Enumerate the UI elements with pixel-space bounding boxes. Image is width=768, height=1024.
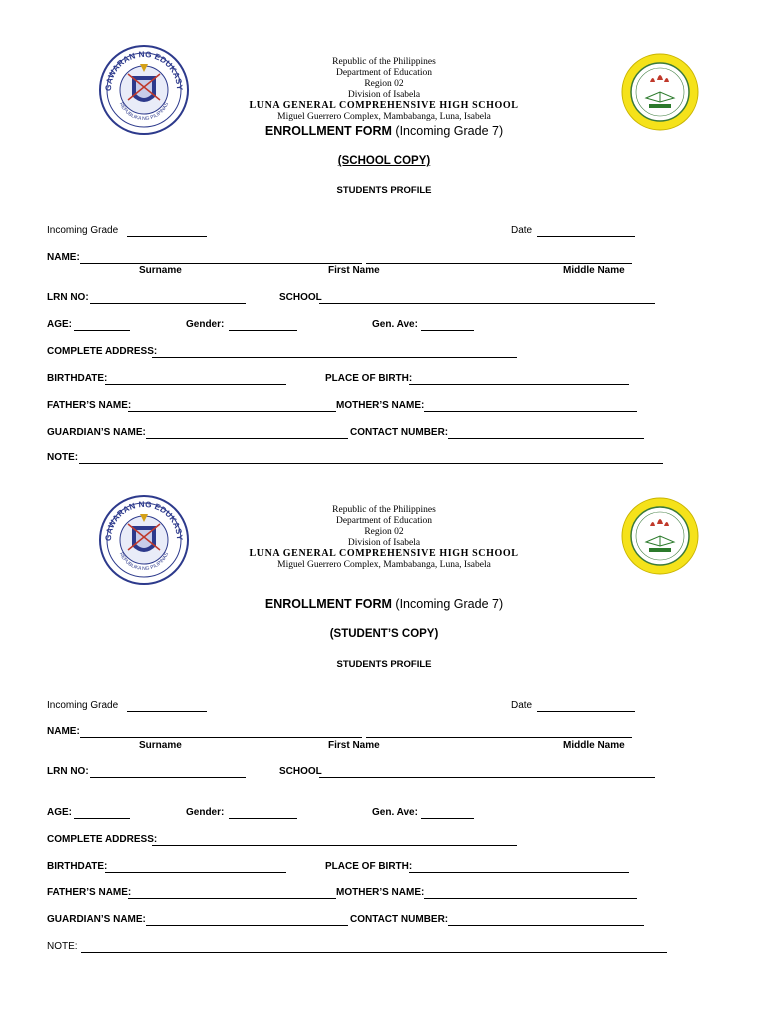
gender-field[interactable] [229, 818, 297, 819]
name-label: NAME: [47, 252, 80, 263]
form-title: ENROLLMENT FORM (Incoming Grade 7) [264, 597, 504, 611]
school-label: SCHOOL [279, 766, 322, 777]
header-region: Region 02 [364, 79, 404, 89]
age-label: AGE: [47, 807, 72, 818]
birthdate-field[interactable] [105, 872, 286, 873]
lrn-field[interactable] [90, 303, 246, 304]
school-name: LUNA GENERAL COMPREHENSIVE HIGH SCHOOL [249, 548, 519, 559]
school-name: LUNA GENERAL COMPREHENSIVE HIGH SCHOOL [249, 100, 519, 111]
age-field[interactable] [74, 330, 130, 331]
header-republic: Republic of the Philippines [332, 57, 436, 67]
lrn-label: LRN NO: [47, 292, 89, 303]
guardians-name-label: GUARDIAN’S NAME: [47, 427, 146, 438]
complete-address-field[interactable] [152, 845, 517, 846]
header-republic: Republic of the Philippines [332, 505, 436, 515]
fathers-name-label: FATHER’S NAME: [47, 400, 132, 411]
age-field[interactable] [74, 818, 130, 819]
fathers-name-label: FATHER’S NAME: [47, 887, 132, 898]
complete-address-field[interactable] [152, 357, 517, 358]
gender-label: Gender: [186, 319, 225, 330]
place-of-birth-label: PLACE OF BIRTH: [325, 861, 413, 872]
surname-caption: Surname [139, 740, 182, 751]
gen-ave-field[interactable] [421, 330, 474, 331]
guardians-name-field[interactable] [146, 438, 348, 439]
section-subtitle: STUDENTS PROFILE [336, 659, 432, 670]
school-field[interactable] [319, 777, 655, 778]
fathers-name-field[interactable] [128, 898, 336, 899]
incoming-grade-field[interactable] [127, 711, 207, 712]
guardians-name-field[interactable] [146, 925, 348, 926]
contact-number-label: CONTACT NUMBER: [350, 914, 449, 925]
gender-field[interactable] [229, 330, 297, 331]
lrn-label: LRN NO: [47, 766, 89, 777]
surname-field[interactable] [80, 737, 362, 738]
contact-number-label: CONTACT NUMBER: [350, 427, 449, 438]
section-subtitle: STUDENTS PROFILE [336, 185, 432, 196]
guardians-name-label: GUARDIAN’S NAME: [47, 914, 146, 925]
first-middle-name-field[interactable] [366, 737, 632, 738]
form-title: ENROLLMENT FORM (Incoming Grade 7) [264, 124, 504, 138]
note-field[interactable] [81, 952, 667, 953]
incoming-grade-field[interactable] [127, 236, 207, 237]
lrn-field[interactable] [90, 777, 246, 778]
middle-name-caption: Middle Name [563, 265, 625, 276]
header-deped: Department of Education [335, 68, 433, 78]
date-label: Date [511, 700, 533, 711]
first-name-caption: First Name [328, 265, 380, 276]
name-label: NAME: [47, 726, 80, 737]
header-deped: Department of Education [335, 516, 433, 526]
school-seal-logo [619, 52, 701, 132]
school-address: Miguel Guerrero Complex, Mambabanga, Luna, Isabela [277, 112, 491, 122]
incoming-grade-label: Incoming Grade [47, 700, 119, 711]
middle-name-caption: Middle Name [563, 740, 625, 751]
contact-number-field[interactable] [448, 925, 644, 926]
mothers-name-field[interactable] [424, 898, 637, 899]
birthdate-label: BIRTHDATE: [47, 861, 108, 872]
place-of-birth-field[interactable] [409, 872, 629, 873]
header-division: Division of Isabela [347, 90, 421, 100]
first-name-caption: First Name [328, 740, 380, 751]
gen-ave-label: Gen. Ave: [372, 807, 418, 818]
school-field[interactable] [319, 303, 655, 304]
place-of-birth-label: PLACE OF BIRTH: [325, 373, 413, 384]
mothers-name-label: MOTHER’S NAME: [336, 887, 425, 898]
header-division: Division of Isabela [347, 538, 421, 548]
age-label: AGE: [47, 319, 72, 330]
incoming-grade-label: Incoming Grade [47, 225, 119, 236]
note-label: NOTE: [47, 941, 78, 952]
school-seal-logo [619, 496, 701, 576]
mothers-name-field[interactable] [424, 411, 637, 412]
header-region: Region 02 [364, 527, 404, 537]
place-of-birth-field[interactable] [409, 384, 629, 385]
note-field[interactable] [79, 463, 663, 464]
gender-label: Gender: [186, 807, 225, 818]
gen-ave-field[interactable] [421, 818, 474, 819]
birthdate-label: BIRTHDATE: [47, 373, 108, 384]
first-middle-name-field[interactable] [366, 263, 632, 264]
surname-caption: Surname [139, 265, 182, 276]
date-label: Date [511, 225, 533, 236]
school-label: SCHOOL [279, 292, 322, 303]
birthdate-field[interactable] [105, 384, 286, 385]
contact-number-field[interactable] [448, 438, 644, 439]
complete-address-label: COMPLETE ADDRESS: [47, 346, 158, 357]
complete-address-label: COMPLETE ADDRESS: [47, 834, 158, 845]
surname-field[interactable] [80, 263, 362, 264]
gen-ave-label: Gen. Ave: [372, 319, 418, 330]
date-field[interactable] [537, 236, 635, 237]
school-address: Miguel Guerrero Complex, Mambabanga, Luna, Isabela [277, 560, 491, 570]
date-field[interactable] [537, 711, 635, 712]
deped-seal-logo [98, 494, 190, 586]
deped-seal-logo [98, 44, 190, 136]
fathers-name-field[interactable] [128, 411, 336, 412]
copy-label: (STUDENT’S COPY) [329, 628, 439, 640]
mothers-name-label: MOTHER’S NAME: [336, 400, 425, 411]
note-label: NOTE: [47, 452, 79, 463]
copy-label: (SCHOOL COPY) [337, 155, 431, 167]
